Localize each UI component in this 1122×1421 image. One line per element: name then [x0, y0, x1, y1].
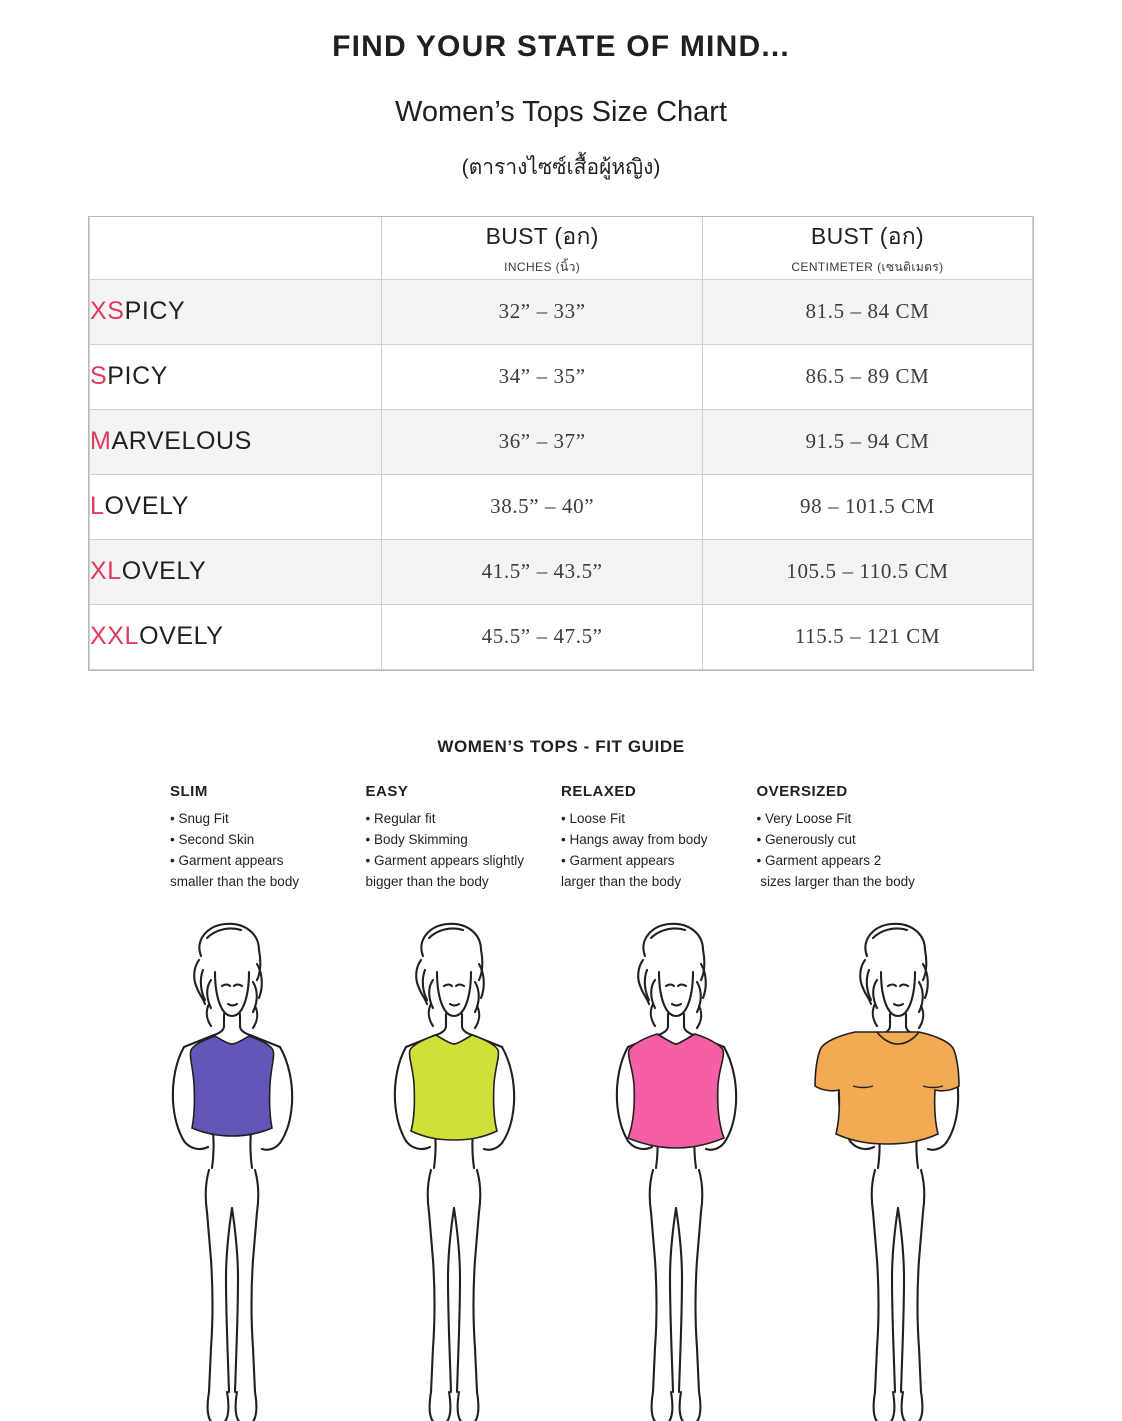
- figure-illustrations: [0, 908, 1122, 1421]
- bust-inches-value: 34” – 35”: [382, 344, 703, 409]
- fit-line: • Hangs away from body: [561, 831, 708, 847]
- fit-name: EASY: [365, 782, 409, 800]
- fit-name: RELAXED: [561, 782, 637, 800]
- size-label: LOVELY: [90, 474, 382, 539]
- bust-cm-value: 98 – 101.5 CM: [702, 474, 1032, 539]
- fit-guide-columns: [170, 783, 952, 892]
- fit-name: OVERSIZED: [756, 782, 848, 800]
- bust-inches-value: 32” – 33”: [382, 279, 703, 344]
- fit-name: SLIM: [170, 782, 208, 800]
- fit-line: larger than the body: [561, 873, 682, 889]
- fit-column-easy: [366, 783, 562, 892]
- size-table-wrapper: [88, 216, 1034, 671]
- fit-line: • Garment appears: [170, 852, 284, 868]
- bust-inches-value: 36” – 37”: [382, 409, 703, 474]
- size-label: XXLOVELY: [90, 604, 382, 669]
- fit-column-slim: [170, 783, 366, 892]
- figure-slim: [123, 908, 333, 1421]
- page-title: Women’s Tops Size Chart: [394, 96, 728, 128]
- bust-cm-value: 91.5 – 94 CM: [702, 409, 1032, 474]
- table-row: [90, 279, 1033, 344]
- bust-inches-value: 38.5” – 40”: [382, 474, 703, 539]
- size-label: XLOVELY: [90, 539, 382, 604]
- table-row: [90, 539, 1033, 604]
- garment-slim: [190, 1036, 273, 1136]
- fit-column-oversized: [757, 783, 953, 892]
- bust-cm-value: 115.5 – 121 CM: [702, 604, 1032, 669]
- bust-cm-value: 81.5 – 84 CM: [702, 279, 1032, 344]
- fit-line: • Body Skimming: [365, 831, 468, 847]
- fit-line: • Regular fit: [365, 810, 436, 826]
- garment-easy: [410, 1035, 499, 1140]
- bust-inches-value: 41.5” – 43.5”: [382, 539, 703, 604]
- column-header-bust-inches: BUST (อก) INCHES (นิ้ว): [382, 217, 703, 279]
- fit-line: • Very Loose Fit: [756, 810, 852, 826]
- figure-relaxed: [567, 908, 777, 1421]
- table-row: [90, 604, 1033, 669]
- tagline: FIND YOUR STATE OF MIND...: [332, 30, 790, 63]
- fit-line: • Garment appears slightly: [365, 852, 525, 868]
- garment-relaxed: [628, 1034, 724, 1148]
- table-header-row: [90, 217, 1033, 279]
- fit-line: • Snug Fit: [170, 810, 229, 826]
- column-header-size: [90, 217, 382, 279]
- size-label: MARVELOUS: [90, 409, 382, 474]
- fit-guide-title: WOMEN’S TOPS - FIT GUIDE: [437, 736, 685, 756]
- figure-easy: [345, 908, 555, 1421]
- fit-line: smaller than the body: [170, 873, 300, 889]
- bust-cm-value: 86.5 – 89 CM: [702, 344, 1032, 409]
- figure-oversized: [789, 908, 999, 1421]
- fit-line: sizes larger than the body: [756, 873, 915, 889]
- fit-line: bigger than the body: [365, 873, 489, 889]
- fit-line: • Second Skin: [170, 831, 255, 847]
- bust-cm-value: 105.5 – 110.5 CM: [702, 539, 1032, 604]
- table-row: [90, 409, 1033, 474]
- size-label: XSPICY: [90, 279, 382, 344]
- fit-column-relaxed: [561, 783, 757, 892]
- fit-line: • Garment appears 2: [756, 852, 882, 868]
- table-row: [90, 344, 1033, 409]
- column-header-bust-cm: BUST (อก) CENTIMETER (เซนติเมตร): [702, 217, 1032, 279]
- table-row: [90, 474, 1033, 539]
- fit-line: • Garment appears: [561, 852, 675, 868]
- size-label: SPICY: [90, 344, 382, 409]
- page-title-thai: (ตารางไซซ์เสื้อผู้หญิง): [461, 156, 661, 179]
- fit-line: • Generously cut: [756, 831, 856, 847]
- fit-line: • Loose Fit: [561, 810, 626, 826]
- size-table: [89, 217, 1033, 670]
- bust-inches-value: 45.5” – 47.5”: [382, 604, 703, 669]
- header: [0, 0, 1122, 184]
